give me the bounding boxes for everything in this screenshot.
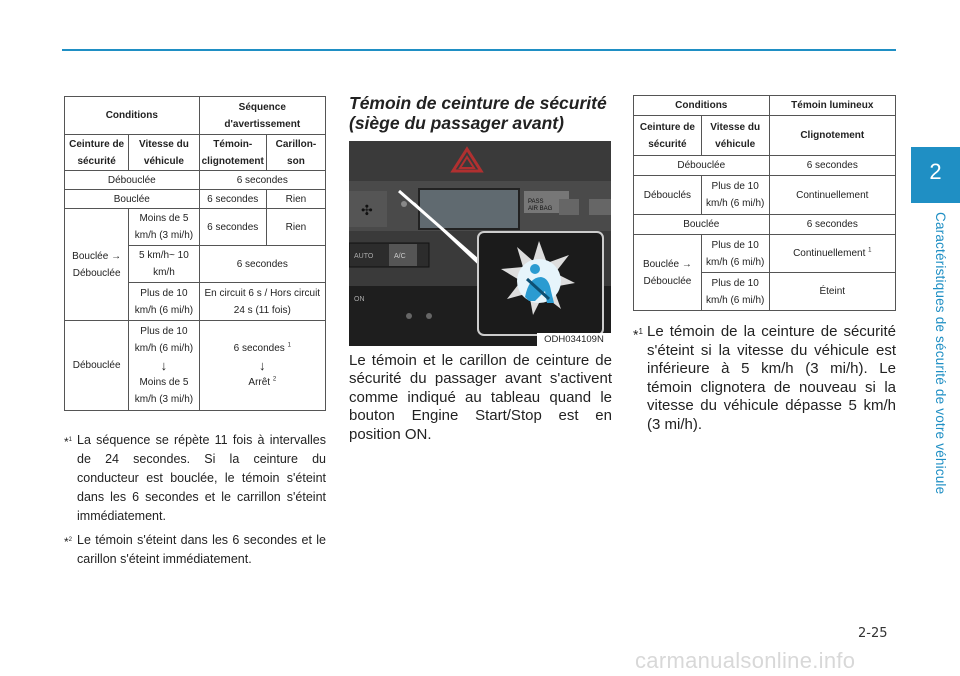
svg-text:A/C: A/C [394, 253, 406, 260]
subheader-blink: Clignotement [769, 116, 895, 156]
footnote [633, 323, 896, 434]
speed-top: Plus de 10 km/h (6 mi/h) [134, 326, 194, 354]
row-condition: Débouclée [65, 321, 129, 411]
row-speed: Plus de 10 km/h (6 mi/h) [701, 273, 769, 311]
row-speed: Moins de 5 km/h (3 mi/h) [129, 209, 199, 246]
row-value: 6 secondes [199, 171, 325, 190]
footnote-ref: 1 [868, 247, 872, 254]
footnotes-left [64, 431, 326, 574]
photo-code: ODH034109N [537, 333, 611, 346]
driver-belt-warning-table [64, 96, 326, 411]
speed-bottom: Moins de 5 km/h (3 mi/h) [134, 377, 194, 405]
row-value: 6 secondes [769, 215, 895, 235]
row-value-light: 6 secondes [199, 190, 266, 209]
row-speed: 5 km/h~ 10 km/h [129, 246, 199, 283]
footnote [64, 431, 326, 526]
row-condition: Débouclée [65, 171, 200, 190]
page-number: 2-25 [858, 626, 888, 641]
value-top [202, 340, 323, 357]
row-speed: Plus de 10 km/h (6 mi/h) [129, 283, 199, 321]
subheader-speed: Vitesse du véhicule [129, 135, 199, 171]
row-condition: Bouclée [634, 215, 770, 235]
row-value-light: 6 secondes [199, 209, 266, 246]
section-title: Témoin de ceinture de sécurité (siège du passager avant) [349, 93, 607, 133]
value-bottom [202, 374, 323, 391]
svg-text:PASS: PASS [528, 199, 544, 205]
footnote-ref: 1 [287, 342, 291, 349]
row-value-text: Continuellement [793, 248, 866, 259]
svg-text:✣: ✣ [361, 203, 373, 219]
chapter-tab [911, 147, 960, 203]
value-top-text: 6 secondes [233, 343, 285, 354]
value-bottom-text: Arrêt [248, 377, 271, 388]
header-rule [62, 49, 896, 51]
row-value-chime: Rien [266, 190, 325, 209]
row-value: Continuellement [769, 176, 895, 215]
row-value: 6 secondes [769, 156, 895, 176]
svg-text:ON: ON [354, 296, 365, 303]
subheader-light: Témoin-clignotement [199, 135, 266, 171]
down-arrow-icon: ↓ [160, 358, 168, 373]
row-value-chime: Rien [266, 209, 325, 246]
asterisk: * [633, 326, 639, 343]
passenger-belt-light-table [633, 95, 896, 311]
footnote-ref: 2 [272, 376, 277, 383]
footnote-number: 1 [68, 437, 73, 443]
subheader-belt: Ceinture de sécurité [634, 116, 702, 156]
row-value: 6 secondes [199, 246, 325, 283]
row-condition: Bouclée [65, 190, 200, 209]
dashboard-photo [349, 141, 611, 346]
header-sequence: Séquence d'avertissement [199, 97, 325, 135]
subheader-chime: Carillon-son [266, 135, 325, 171]
footnote-text: Le témoin s'éteint dans les 6 secondes et le carillon s'éteint immédiatement. [77, 533, 326, 566]
row-condition: Bouclée → Débouclée [634, 235, 702, 311]
row-speed-sequence [129, 321, 199, 411]
asterisk: * [64, 435, 69, 449]
footnote-marker [64, 531, 72, 552]
footnote-number: 1 [638, 327, 643, 336]
row-condition: Débouclée [634, 156, 770, 176]
footnote-marker [64, 431, 72, 452]
section-body: Le témoin et le carillon de ceinture de sécurité du passager avant s'activent comme indiqué au tableau quand le bouton Engine Start/Stop est en position ON. [349, 352, 612, 443]
row-condition: Débouclés [634, 176, 702, 215]
row-value [769, 235, 895, 273]
row-value: Éteint [769, 273, 895, 311]
subheader-speed: Vitesse du véhicule [701, 116, 769, 156]
svg-text:AIR BAG: AIR BAG [528, 206, 553, 212]
subheader-belt: Ceinture de sécurité [65, 135, 129, 171]
row-value-sequence [199, 321, 325, 411]
down-arrow-icon: ↓ [259, 358, 266, 373]
row-speed: Plus de 10 km/h (6 mi/h) [701, 235, 769, 273]
footnote-text: La séquence se répète 11 fois à intervalles de 24 secondes. Si la ceinture du conducteur est bouclée, le témoin s'éteint dans les 6 secondes et le carrillon s'éteint immédiatement. [77, 433, 326, 523]
chapter-number: 2 [929, 159, 942, 184]
footnote-marker [633, 323, 643, 344]
header-light: Témoin lumineux [769, 96, 895, 116]
row-value: En circuit 6 s / Hors circuit 24 s (11 fois) [199, 283, 325, 321]
svg-text:AUTO: AUTO [354, 253, 374, 260]
footnotes-right [633, 323, 896, 439]
footnote [64, 531, 326, 569]
header-conditions: Conditions [634, 96, 770, 116]
chapter-title: Caractéristiques de sécurité de votre véhicule [933, 212, 948, 495]
footnote-number: 2 [68, 537, 73, 543]
asterisk: * [64, 535, 69, 549]
row-condition: Bouclée → Débouclée [65, 209, 129, 321]
header-conditions: Conditions [65, 97, 200, 135]
footnote-text: Le témoin de la ceinture de sécurité s'éteint si la vitesse du véhicule est inférieure à 5 km/h (3 mi/h). Le témoin clignotera de nouveau si la vitesse du véhicule dépasse 5 km/h (3 mi/h). [647, 323, 896, 433]
watermark: carmanualsonline.info [635, 648, 856, 673]
row-speed: Plus de 10 km/h (6 mi/h) [701, 176, 769, 215]
